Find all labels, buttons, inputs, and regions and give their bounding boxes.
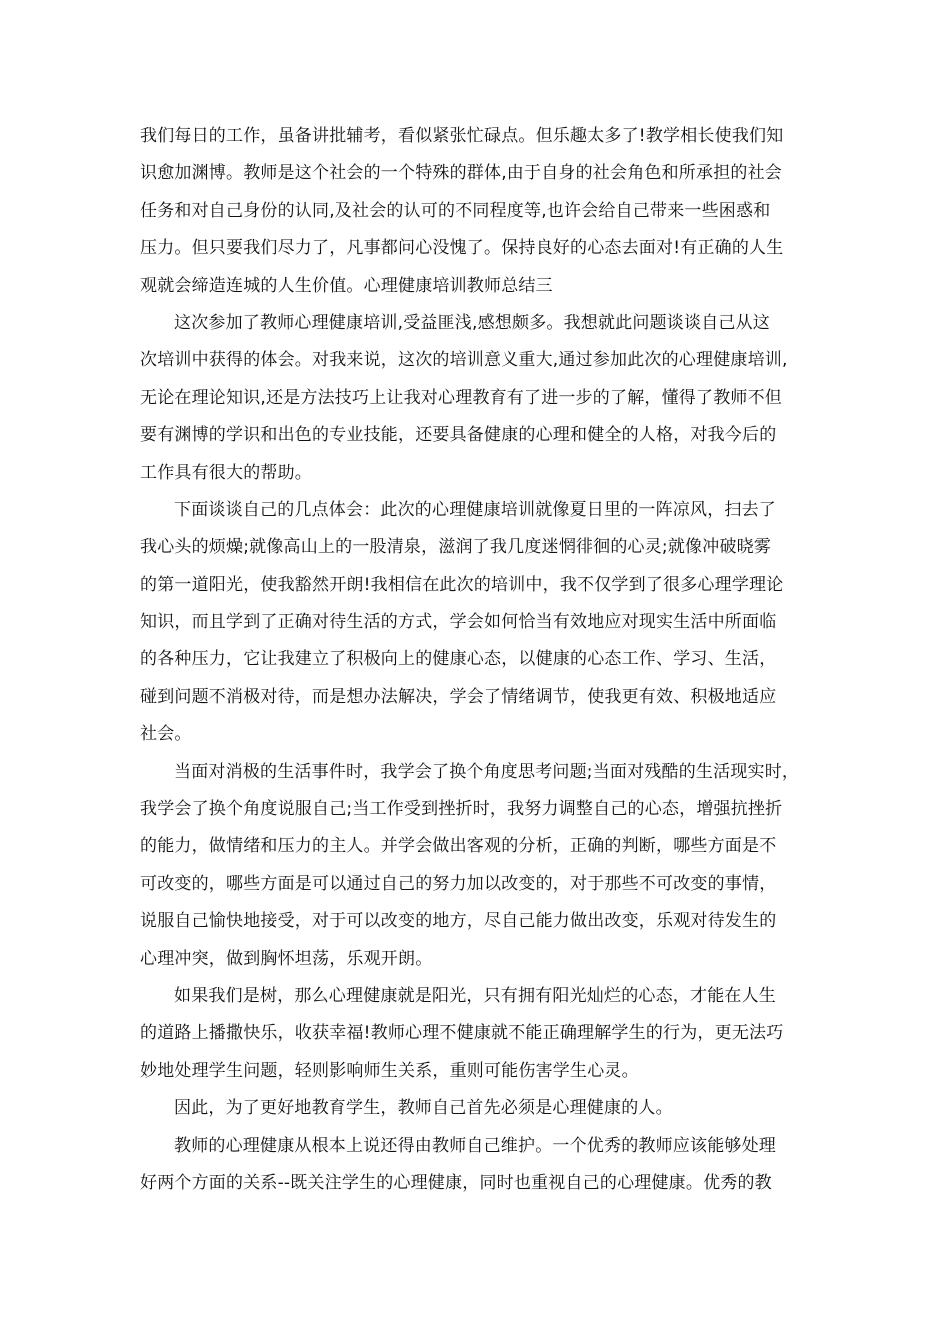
text-line: 心理冲突，做到胸怀坦荡，乐观开朗。 xyxy=(140,948,433,969)
text-line: 社会。 xyxy=(140,724,192,745)
text-line: 可改变的，哪些方面是可以通过自己的努力加以改变的，对于那些不可改变的事情， xyxy=(140,873,777,894)
paragraph xyxy=(140,492,830,754)
text-line: 我学会了换个角度说服自己;当工作受到挫折时，我努力调整自己的心态，增强抗挫折 xyxy=(140,799,783,820)
paragraph xyxy=(140,754,830,978)
text-line: 当面对消极的生活事件时，我学会了换个角度思考问题;当面对残酷的生活现实时， xyxy=(174,761,800,782)
text-line: 任务和对自己身份的认同,及社会的认可的不同程度等,也许会给自己带来一些困惑和 xyxy=(140,200,771,221)
text-line: 说服自己愉快地接受，对于可以改变的地方，尽自己能力做出改变，乐观对待发生的 xyxy=(140,911,777,932)
text-line: 因此，为了更好地教育学生，教师自己首先必须是心理健康的人。 xyxy=(174,1098,673,1119)
paragraph xyxy=(140,1128,830,1203)
text-line: 如果我们是树，那么心理健康就是阳光，只有拥有阳光灿烂的心态，才能在人生 xyxy=(174,985,776,1006)
text-line: 我们每日的工作，虽备讲批辅考，看似紧张忙碌点。但乐趣太多了!教学相长使我们知 xyxy=(140,126,784,146)
text-line: 知识，而且学到了正确对待生活的方式，学会如何恰当有效地应对现实生活中所面临 xyxy=(140,612,777,633)
text-line: 次培训中获得的体会。对我来说，这次的培训意义重大,通过参加此次的心理健康培训, xyxy=(140,350,788,371)
text-line: 好两个方面的关系--既关注学生的心理健康，同时也重视自己的心理健康。优秀的教 xyxy=(140,1172,772,1193)
text-line: 的道路上播撒快乐，收获幸福!教师心理不健康就不能正确理解学生的行为，更无法巧 xyxy=(140,1023,784,1044)
text-line: 压力。但只要我们尽力了，凡事都问心没愧了。保持良好的心态去面对!有正确的人生 xyxy=(140,238,784,259)
text-line: 的能力，做情绪和压力的主人。并学会做出客观的分析，正确的判断，哪些方面是不 xyxy=(140,836,777,857)
text-line: 这次参加了教师心理健康培训,受益匪浅,感想颇多。我想就此问题谈谈自己从这 xyxy=(174,312,771,333)
text-line: 无论在理论知识,还是方法技巧上让我对心理教育有了进一步的了解，懂得了教师不但 xyxy=(140,387,783,408)
text-line: 教师的心理健康从根本上说还得由教师自己维护。一个优秀的教师应该能够处理 xyxy=(174,1135,776,1156)
text-line: 识愈加渊博。教师是这个社会的一个特殊的群体,由于自身的社会角色和所承担的社会 xyxy=(140,163,783,184)
text-line: 的各种压力，它让我建立了积极向上的健康心态，以健康的心态工作、学习、生活， xyxy=(140,649,777,670)
document-body xyxy=(140,118,830,1202)
text-line: 碰到问题不消极对待，而是想办法解决，学会了情绪调节，使我更有效、积极地适应 xyxy=(140,686,777,707)
text-line: 妙地处理学生问题，轻则影响师生关系，重则可能伤害学生心灵。 xyxy=(140,1060,639,1081)
text-line: 下面谈谈自己的几点体会：此次的心理健康培训就像夏日里的一阵凉风，扫去了 xyxy=(174,499,776,520)
text-line: 的第一道阳光，使我豁然开朗!我相信在此次的培训中，我不仅学到了很多心理学理论 xyxy=(140,574,784,595)
paragraph xyxy=(140,118,830,305)
text-line: 要有渊博的学识和出色的专业技能，还要具备健康的心理和健全的人格，对我今后的 xyxy=(140,425,777,446)
paragraph xyxy=(140,1090,830,1127)
text-line: 观就会缔造连城的人生价值。心理健康培训教师总结三 xyxy=(140,275,553,296)
paragraph xyxy=(140,305,830,492)
paragraph xyxy=(140,978,830,1090)
text-line: 我心头的烦燥;就像高山上的一股清泉，滋润了我几度迷惘徘徊的心灵;就像冲破晓雾 xyxy=(140,537,772,558)
text-line: 工作具有很大的帮助。 xyxy=(140,462,312,483)
